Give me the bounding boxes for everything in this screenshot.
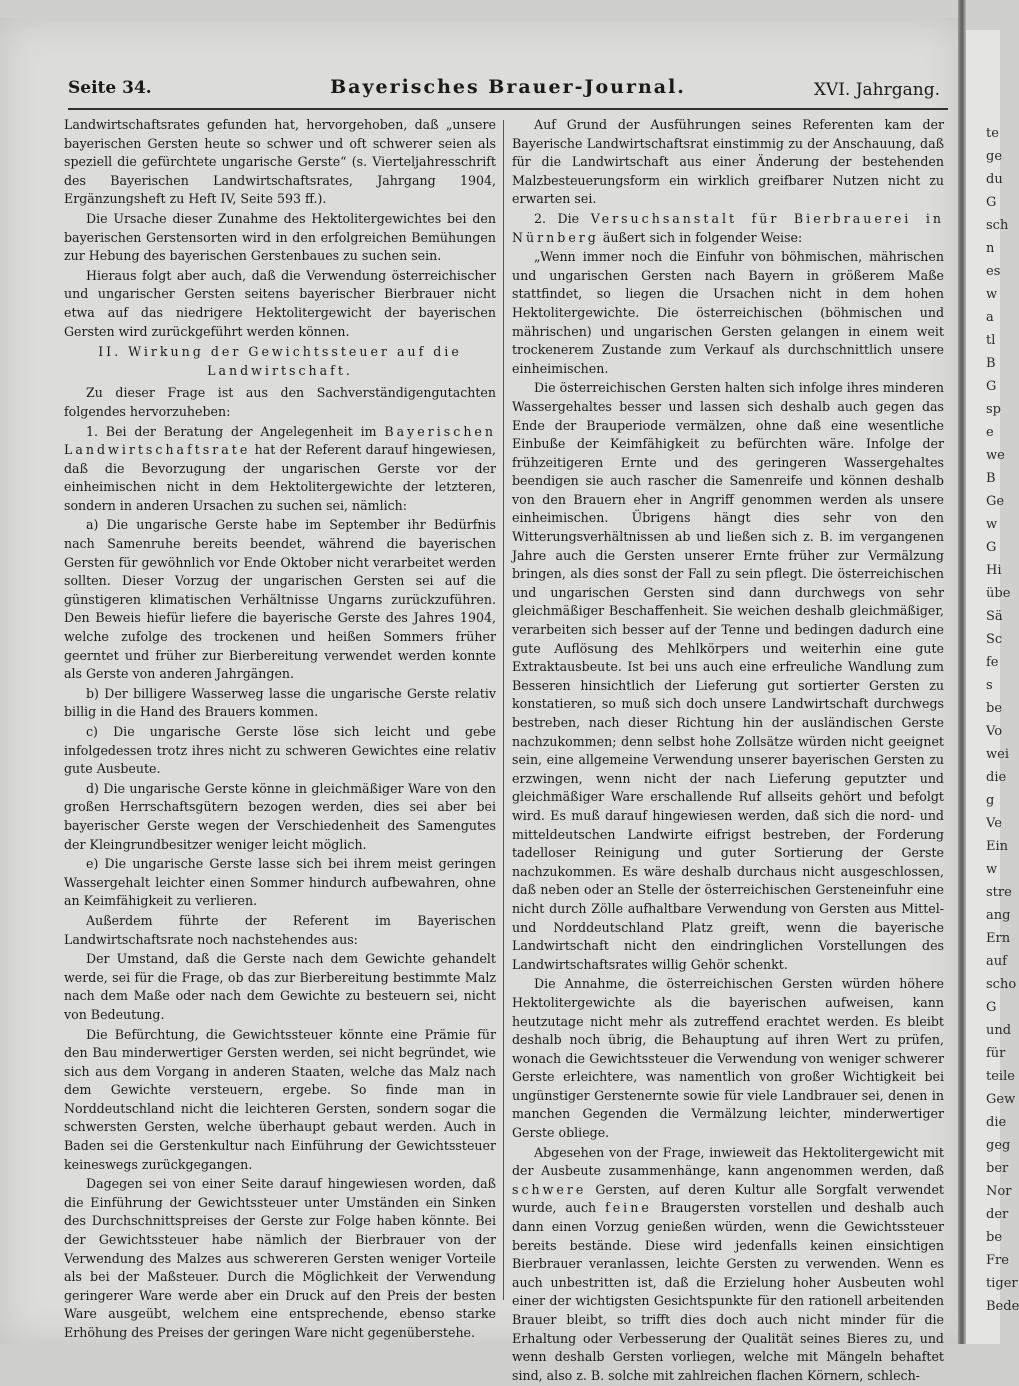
next-page-fragment: der: [986, 1207, 1009, 1222]
paragraph: [64, 423, 496, 516]
next-page-fragment: w: [986, 517, 998, 532]
next-page-fragment: du: [986, 172, 1003, 187]
paragraph: Landwirtschaftsrates gefunden hat, hervorgehoben, daß „unsere bayerischen Gersten heute so schwer und oft schwerer seien als speziell die gefürchtete ungarische Gerste“ (s. Vierteljahresschrift des Bayerischen Landwirtschaftsrates, Jahrgang 1904, Ergänzungsheft zu Heft IV, Seite 593 ff.).: [64, 117, 496, 207]
paragraph: Die österreichischen Gersten halten sich infolge ihres minderen Wassergehaltes besser und lassen sich deshalb auch gegen das Ende der Brauperiode vermälzen, ohne daß eine wesentliche Einbuße der Keimfähigkeit zu befürchten wäre. Infolge der frühzeitigeren Ernte und des geringeren Wassergehaltes beendigen sie auch rascher die Samenreife und können deshalb von den Brauern eher in Angriff genommen werden als unsere einheimischen. Übrigens hängt dies sehr von den Witterungsverhältnissen ab und ließen sich z. B. im vergangenen Jahre auch die Gersten unserer Ernte früher zur Vermälzung bringen, als dies sonst der Fall zu sein pflegt. Die österreichischen und ungarischen Gersten sind dann durchwegs von sehr gleichmäßiger Beschaffenheit. Sie weichen deshalb gleichmäßiger, verarbeiten sich besser auf der Tenne und bedingen dadurch eine gute Auflösung des Mehlkörpers und weiterhin eine gute Extraktausbeute. Ist bei uns auch eine erfreuliche Wandlung zum Besseren hinsichtlich der Lieferung gut sortierter Gersten zu konstatieren, so muß sich doch unsere Landwirtschaft durchwegs bestreben, nach dieser Richtung hin der ausländischen Gerste nachzukommen; denn selbst hohe Zollsätze würden nicht geeignet sein, eine allgemeine Verwendung unserer bayerischen Gersten zu erzwingen, wenn nicht der nach Lieferung geputzter und gleichmäßiger Ware erschallende Ruf allseits gehört und befolgt wird. Es muß darauf hingewiesen werden, daß sich die nord- und mitteldeutschen Landwirte eifrigst bestreben, der Forderung tadelloser Reinigung und guter Sortierung der Gerste nachzukommen. Es wäre deshalb durchaus nicht ausgeschlossen, daß neben oder an Stelle der österreichischen Gersteneinfuhr eine nicht durch Zölle aufhaltbare Verwendung von Gersten aus Mittel- und Norddeutschland Platz greift, wenn die bayerische Landwirtschaft nicht den eindringlichen Vorstellungen des Landwirtschaftsrates willig Gehör schenkt.: [512, 380, 944, 972]
header-rule: [68, 108, 948, 110]
emphasized-word: feine: [605, 1200, 652, 1216]
next-page-fragment: tiger: [986, 1276, 1018, 1291]
paragraph: Hieraus folgt aber auch, daß die Verwendung österreichischer und ungarischer Gersten seitens bayerischer Bierbrauer nicht etwa auf das niedrigere Hektolitergewicht der bayerischen Gersten wird zurückgeführt werden können.: [64, 267, 496, 339]
next-page-fragment: ber: [986, 1161, 1009, 1176]
paragraph: d) Die ungarische Gerste könne in gleichmäßiger Ware von den großen Herrschaftsgütern bezogen werden, dies sei aber bei bayerischer Gerste wegen der Verschiedenheit des Samengutes der Kleingrundbesitzer weniger leicht möglich.: [64, 780, 496, 852]
right-column: [512, 116, 944, 1386]
next-page-edge: [966, 30, 1019, 1344]
next-page-fragment: n: [986, 241, 995, 256]
next-page-fragment: te: [986, 126, 999, 141]
next-page-fragment: G: [986, 540, 997, 555]
paragraph: Auf Grund der Ausführungen seines Referenten kam der Bayerische Landwirtschaftsrat einstimmig zu der Anschauung, daß für die Landwirtschaft aus einer Änderung der bestehenden Malzbesteuerungsform ein wirklich greifbarer Nutzen nicht zu erwarten sei.: [512, 117, 944, 207]
next-page-fragment: teile: [986, 1069, 1015, 1084]
text-run: 2. Die: [534, 210, 580, 226]
next-page-fragment: Ern: [986, 931, 1011, 946]
page-spine: [958, 0, 966, 1344]
text-run: hat der Referent darauf hingewiesen, daß die Bevorzugung der ungarischen Gerste vor der einheimischen nicht in dem Hektolitergewichte der letzteren, sondern in anderen Ursachen zu suchen sei, nämlich:: [64, 442, 496, 513]
paragraph: b) Der billigere Wasserweg lasse die ungarische Gerste relativ billig in die Hand des Brauers kommen.: [64, 685, 496, 720]
next-page-fragment: s: [986, 678, 993, 693]
next-page-fragment: fe: [986, 655, 999, 670]
journal-title: Bayerisches Brauer-Journal.: [330, 76, 686, 98]
next-page-fragment: tl: [986, 333, 996, 348]
next-page-fragment: B: [986, 471, 996, 486]
emphasized-word: schwere: [512, 1181, 587, 1197]
next-page-fragment: w: [986, 862, 998, 877]
next-page-fragment: G: [986, 195, 997, 210]
next-page-fragment: be: [986, 701, 1003, 716]
next-page-fragment: Hi: [986, 563, 1002, 578]
text-run: Braugersten vorstellen und deshalb auch dann einen Vorzug genießen würden, wenn die Gewichtssteuer bereits bestände. Diese wird jedenfalls keinen einsichtigen Bierbrauer veranlassen, leichte Gersten zu verwenden. Wenn es auch unbestritten ist, daß die Erzielung hoher Ausbeuten wohl einer der wichtigsten Gesichtspunkte für den rationell arbeitenden Brauer bleibt, so trifft dies doch auch nicht minder für die Erhaltung oder Verbesserung der Qualität seines Bieres zu, und wenn deshalb Gersten vorliegen, welche mit Mängeln behaftet sind, also z. B. solche mit zahlreichen flachen Körnern, schlech-: [512, 1200, 944, 1383]
next-page-fragment: G: [986, 379, 997, 394]
next-page-fragment: Nor: [986, 1184, 1012, 1199]
next-page-fragment: Sä: [986, 609, 1003, 624]
next-page-fragment: und: [986, 1023, 1012, 1038]
next-page-fragment: stre: [986, 885, 1012, 900]
paragraph: Zu dieser Frage ist aus den Sachverständigengutachten folgendes hervorzuheben:: [64, 385, 496, 419]
paragraph: c) Die ungarische Gerste löse sich leicht und gebe infolgedessen trotz ihres nicht zu schweren Gewichtes eine relativ gute Ausbeute.: [64, 724, 496, 777]
paragraph: Die Annahme, die österreichischen Gersten würden höhere Hektolitergewichte als die bayerischen aufweisen, kann heutzutage nicht mehr als zutreffend erachtet werden. Es bleibt deshalb noch übrig, die Behauptung auf ihren Wert zu prüfen, wonach die Gewichtssteuer die Verwendung von weniger schwerer Gerste erleichtere, was namentlich von großer Wichtigkeit bei ungünstiger Gerstenernte sowie für viele Landbrauer sei, denen in manchen Gegenden die Vermälzung leichter, minderwertiger Gerste obliege.: [512, 976, 944, 1141]
paragraph: Dagegen sei von einer Seite darauf hingewiesen worden, daß die Einführung der Gewichtssteuer unter Umständen ein Sinken des Durchschnittspreises der Gerste zur Folge haben könnte. Bei der Gewichtssteuer habe nämlich der Bierbrauer von der Verwendung des Malzes aus schwereren Gersten weniger Vorteile als bei der Maßsteuer. Durch die Möglichkeit der Verwendung geringerer Ware werde aber ein Druck auf den Preis der besten Ware ausgeübt, welchem eine entsprechende, ebenso starke Erhöhung des Preises der geringen Ware nicht gegenüberstehe.: [64, 1176, 496, 1340]
paragraph: [512, 210, 944, 247]
next-page-fragment: für: [986, 1046, 1006, 1061]
text-run: Gersten, auf deren Kultur alle Sorgfalt verwendet wurde, auch: [512, 1181, 944, 1216]
next-page-fragment: geg: [986, 1138, 1011, 1153]
emphasized-name: Versuchsanstalt für Bierbrauerei in Nürnberg: [512, 210, 944, 245]
page-header: [68, 78, 948, 108]
paragraph: Der Umstand, daß die Gerste nach dem Gewichte gehandelt werde, sei für die Frage, ob das zur Bierbereitung bestimmte Malz nach dem Maße oder nach dem Gewichte zu besteuern sei, nicht von Bedeutung.: [64, 951, 496, 1022]
paragraph: [512, 1144, 944, 1386]
next-page-fragment: e: [986, 425, 994, 440]
next-page-fragment: Fre: [986, 1253, 1009, 1268]
paragraph: Die Ursache dieser Zunahme des Hektolitergewichtes bei den bayerischen Gerstensorten wird in den erfolgreichen Bemühungen zur Hebung des bayerischen Gerstenbaues zu suchen sein.: [64, 210, 496, 264]
text-run: 1. Bei der Beratung der Angelegenheit im: [86, 423, 377, 439]
next-page-fragment: sch: [986, 218, 1009, 233]
next-page-fragment: es: [986, 264, 1001, 279]
next-page-fragment: Gew: [986, 1092, 1016, 1107]
next-page-fragment: G: [986, 1000, 997, 1015]
paragraph: a) Die ungarische Gerste habe im September ihr Bedürfnis nach Samenruhe bereits beendet, während die bayerischen Gersten für gewöhnlich vor Ende Oktober nicht verarbeitet werden sollten. Dieser Vorzug der ungarischen Gersten sei auf die günstigeren klimatischen Verhältnisse Ungarns zurückzuführen. Den Beweis hiefür liefere die bayerische Gerste des Jahres 1904, welche zufolge des trockenen und heißen Sommers früher geerntet und früher zur Bierbereitung verwendet werden konnte als Gerste von anderen Jahrgängen.: [64, 517, 496, 682]
paragraph: Außerdem führte der Referent im Bayerischen Landwirtschaftsrate noch nachstehendes aus:: [64, 912, 496, 947]
next-page-fragment: auf: [986, 954, 1007, 969]
text-run: Abgesehen von der Frage, inwieweit das Hektolitergewicht mit der Ausbeute zusammenhänge, kann angenommen werden, daß: [512, 1144, 944, 1179]
column-divider: [503, 120, 504, 1300]
next-page-fragment: übe: [986, 586, 1011, 601]
next-page-fragment: ang: [986, 908, 1011, 923]
paragraph: „Wenn immer noch die Einfuhr von böhmischen, mährischen und ungarischen Gersten nach Bayern in größerem Maße stattfindet, so liegen die Ursachen nicht in dem hohen Hektolitergewichte. Die österreichischen (böhmischen und mährischen) und ungarischen Gersten gelangen in einem weit trockenerem Zustande zum Verkauf als durchschnittlich unsere einheimischen.: [512, 249, 944, 376]
page-number: Seite 34.: [68, 78, 152, 98]
next-page-fragment: Vo: [986, 724, 1003, 739]
left-column: [64, 116, 496, 1344]
next-page-fragment: scho: [986, 977, 1017, 992]
volume-label: XVI. Jahrgang.: [813, 80, 940, 100]
section-heading: II. Wirkung der Gewichtssteuer auf die Landwirtschaft.: [98, 344, 462, 378]
next-page-fragment: die: [986, 1115, 1007, 1130]
next-page-fragment: Ve: [986, 816, 1002, 831]
next-page-fragment: sp: [986, 402, 1001, 417]
next-page-fragment: a: [986, 310, 994, 325]
next-page-fragment: g: [986, 793, 995, 808]
emphasized-name: Bayerischen Landwirtschaftsrate: [64, 423, 496, 458]
next-page-fragment: w: [986, 287, 998, 302]
next-page-fragment: Sc: [986, 632, 1003, 647]
next-page-fragment: we: [986, 448, 1005, 463]
paragraph: Die Befürchtung, die Gewichtssteuer könnte eine Prämie für den Bau minderwertiger Gersten werden, sei nicht begründet, wie sich aus dem Vorgang in anderen Staaten, welche das Malz nach dem Gewichte versteuern, ergebe. So finde man in Norddeutschland nicht die leichteren Gersten, sondern sogar die schwersten Gersten, welche überhaupt gebaut werden. Auch in Baden sei die Gerstenkultur nach Einführung der Gewichtssteuer keineswegs zurückgegangen.: [64, 1026, 496, 1172]
text-run: äußert sich in folgender Weise:: [602, 229, 803, 245]
next-page-fragment: ge: [986, 149, 1003, 164]
next-page-fragment: B: [986, 356, 996, 371]
next-page-fragment: wei: [986, 747, 1009, 762]
next-page-fragment: Bede: [986, 1299, 1019, 1314]
next-page-fragment: die: [986, 770, 1007, 785]
next-page-fragment: be: [986, 1230, 1003, 1245]
paragraph: e) Die ungarische Gerste lasse sich bei ihrem meist geringen Wassergehalt leichter einen Sommer hindurch aufbewahren, ohne an Keimfähigkeit zu verlieren.: [64, 856, 496, 909]
next-page-fragment: Ein: [986, 839, 1009, 854]
next-page-fragment: Ge: [986, 494, 1005, 509]
